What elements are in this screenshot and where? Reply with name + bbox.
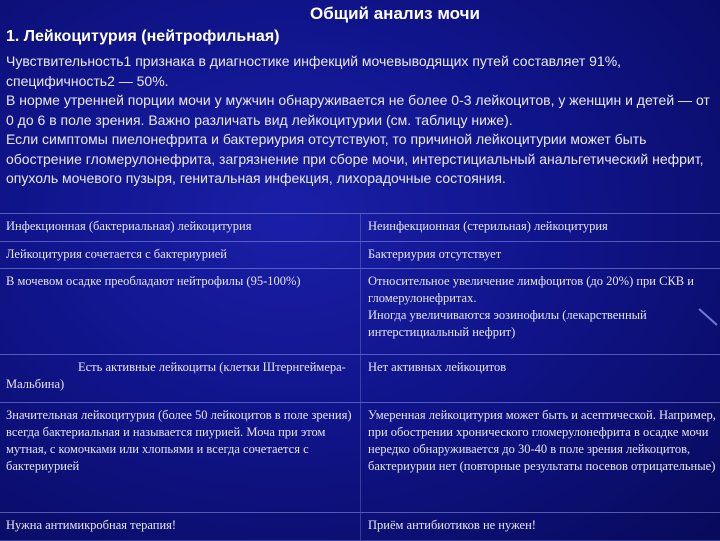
table-cell: Лейкоцитурия сочетается с бактериурией xyxy=(0,242,361,268)
table-row xyxy=(0,402,720,512)
table-cell: В мочевом осадке преобладают нейтрофилы (95-100%) xyxy=(0,269,361,354)
section-heading: 1. Лейкоцитурия (нейтрофильная) xyxy=(6,28,280,45)
intro-paragraph: В норме утренней порции мочи у мужчин обнаруживается не более 0-3 лейкоцитов, у женщин и детей — от 0 до 6 в поле зрения. Важно различать вид лейкоцитурии (см. таблицу ниже). xyxy=(6,92,710,128)
table-row xyxy=(0,512,720,541)
intro-paragraph: Если симптомы пиелонефрита и бактериурия отсутствуют, то причиной лейкоцитурии может быть обострение гломерулонефрита, загрязнение при сборе мочи, интерстициальный анальгетический нефрит, опухоль мочевого пузыря, генитальная инфекция, лихорадочные состояния. xyxy=(6,131,704,186)
table-row xyxy=(0,241,720,268)
table-cell: Нужна антимикробная терапия! xyxy=(0,513,361,540)
intro-text xyxy=(6,52,716,189)
intro-paragraph: Чувствительность1 признака в диагностике инфекций мочевыводящих путей составляет 91%, специфичность2 — 50%. xyxy=(6,53,622,89)
table-row xyxy=(0,354,720,402)
table-cell: Значительная лейкоцитурия (более 50 лейкоцитов в поле зрения) всегда бактериальная и называется пиурией. Моча при этом мутная, с комочками или хлопьями и всегда сочетается с бактериурией xyxy=(0,403,361,512)
comparison-table xyxy=(0,213,720,541)
table-cell: Умеренная лейкоцитурия может быть и асептической. Например, при обострении хронического гломерулонефрита в осадке мочи нередко обнаруживается до 30-40 в поле зрения лейкоцитов, бактериурии нет (повторные результаты посевов отрицательные) xyxy=(368,408,716,473)
table-cell: Бактериурия отсутствует xyxy=(368,247,502,261)
table-row xyxy=(0,213,720,241)
table-cell: Есть активные лейкоциты (клетки Штернгеймера-Мальбина) xyxy=(0,355,361,402)
table-row xyxy=(0,268,720,354)
table-cell: Неинфекционная (стерильная) лейкоцитурия xyxy=(368,219,608,233)
slide-title: Общий анализ мочи xyxy=(310,4,480,23)
table-cell: Инфекционная (бактериальная) лейкоцитурия xyxy=(0,214,361,241)
table-cell: Приём антибиотиков не нужен! xyxy=(368,518,536,532)
table-cell: Нет активных лейкоцитов xyxy=(368,360,507,374)
table-cell: Относительное увеличение лимфоцитов (до 20%) при СКВ и гломерулонефритах. Иногда увеличиваются эозинофилы (лекарственный интерстициальный нефрит) xyxy=(368,274,694,339)
